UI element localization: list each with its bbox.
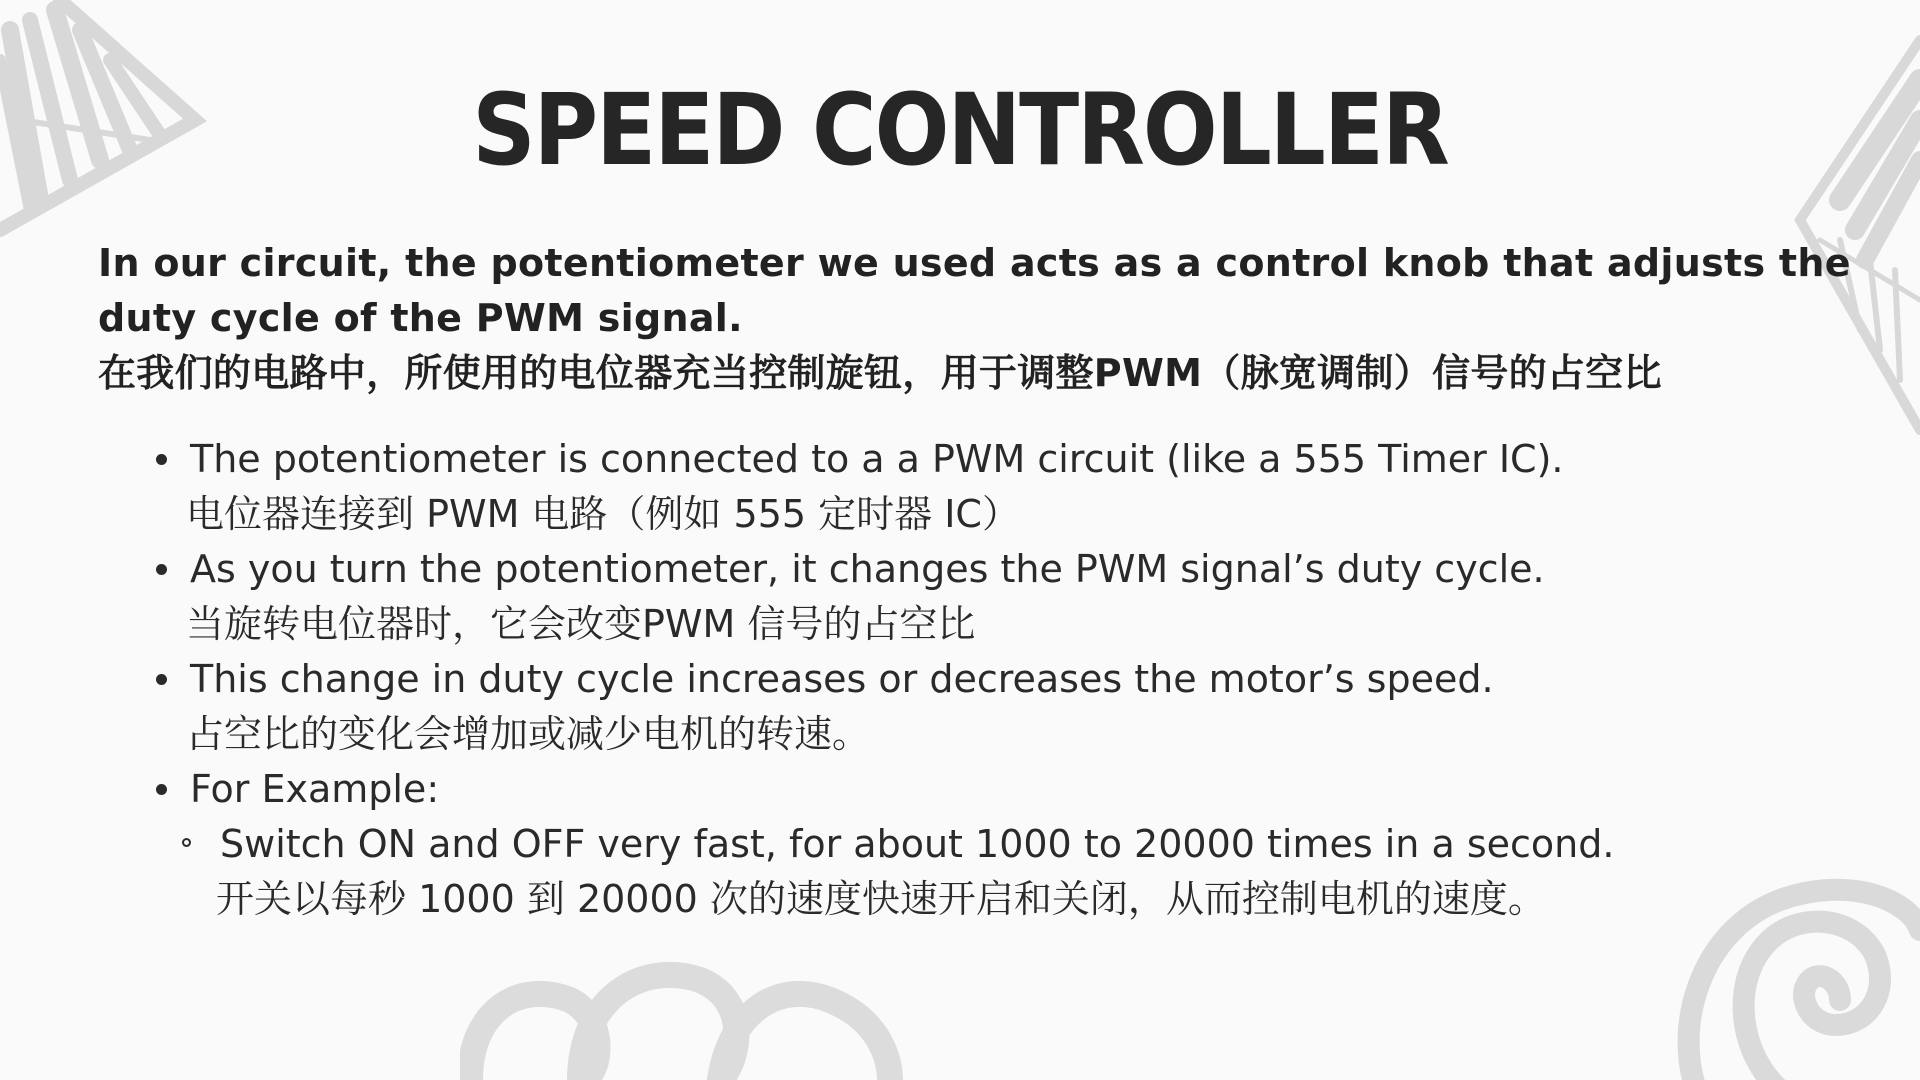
bullet-text-en: As you turn the potentiometer, it changes the PWM signal’s duty cycle. bbox=[190, 547, 1545, 591]
bullet-text-en: For Example: bbox=[190, 767, 440, 811]
list-item bbox=[150, 762, 1850, 927]
slide-title: SPEED CONTROLLER bbox=[472, 72, 1448, 188]
bullet-text-en: The potentiometer is connected to a a PWM circuit (like a 555 Timer IC). bbox=[190, 437, 1564, 481]
intro-line-2: duty cycle of the PWM signal. bbox=[98, 296, 743, 340]
bullet-text-zh: 占空比的变化会增加或减少电机的转速。 bbox=[186, 712, 871, 756]
bullet-text-zh: 电位器连接到 PWM 电路（例如 555 定时器 IC） bbox=[186, 492, 1020, 536]
scribble-loops-bottom-icon bbox=[460, 950, 920, 1080]
intro-line-1: In our circuit, the potentiometer we used acts as a control knob that adjusts the bbox=[98, 241, 1851, 285]
sub-list-item bbox=[150, 817, 1850, 927]
bullet-dot-icon bbox=[156, 564, 167, 575]
intro-line-3: 在我们的电路中，所使用的电位器充当控制旋钮，用于调整PWM（脉宽调制）信号的占空比 bbox=[98, 351, 1662, 395]
sub-bullet-text-zh: 开关以每秒 1000 到 20000 次的速度快速开启和关闭，从而控制电机的速度。 bbox=[216, 877, 1546, 921]
bullet-text-en: This change in duty cycle increases or decreases the motor’s speed. bbox=[190, 657, 1494, 701]
bullet-text-zh: 当旋转电位器时，它会改变PWM 信号的占空比 bbox=[186, 602, 976, 646]
intro-paragraph bbox=[98, 236, 1851, 401]
sub-bullet-list bbox=[190, 817, 1850, 927]
bullet-dot-icon bbox=[156, 784, 167, 795]
bullet-dot-icon bbox=[156, 674, 167, 685]
list-item bbox=[150, 542, 1850, 652]
sub-bullet-text-en: Switch ON and OFF very fast, for about 1000 to 20000 times in a second. bbox=[220, 822, 1615, 866]
list-item bbox=[150, 652, 1850, 762]
list-item bbox=[150, 432, 1850, 542]
bullet-dot-icon bbox=[156, 454, 167, 465]
sub-bullet-ring-icon bbox=[182, 838, 191, 847]
bullet-list bbox=[150, 432, 1850, 927]
